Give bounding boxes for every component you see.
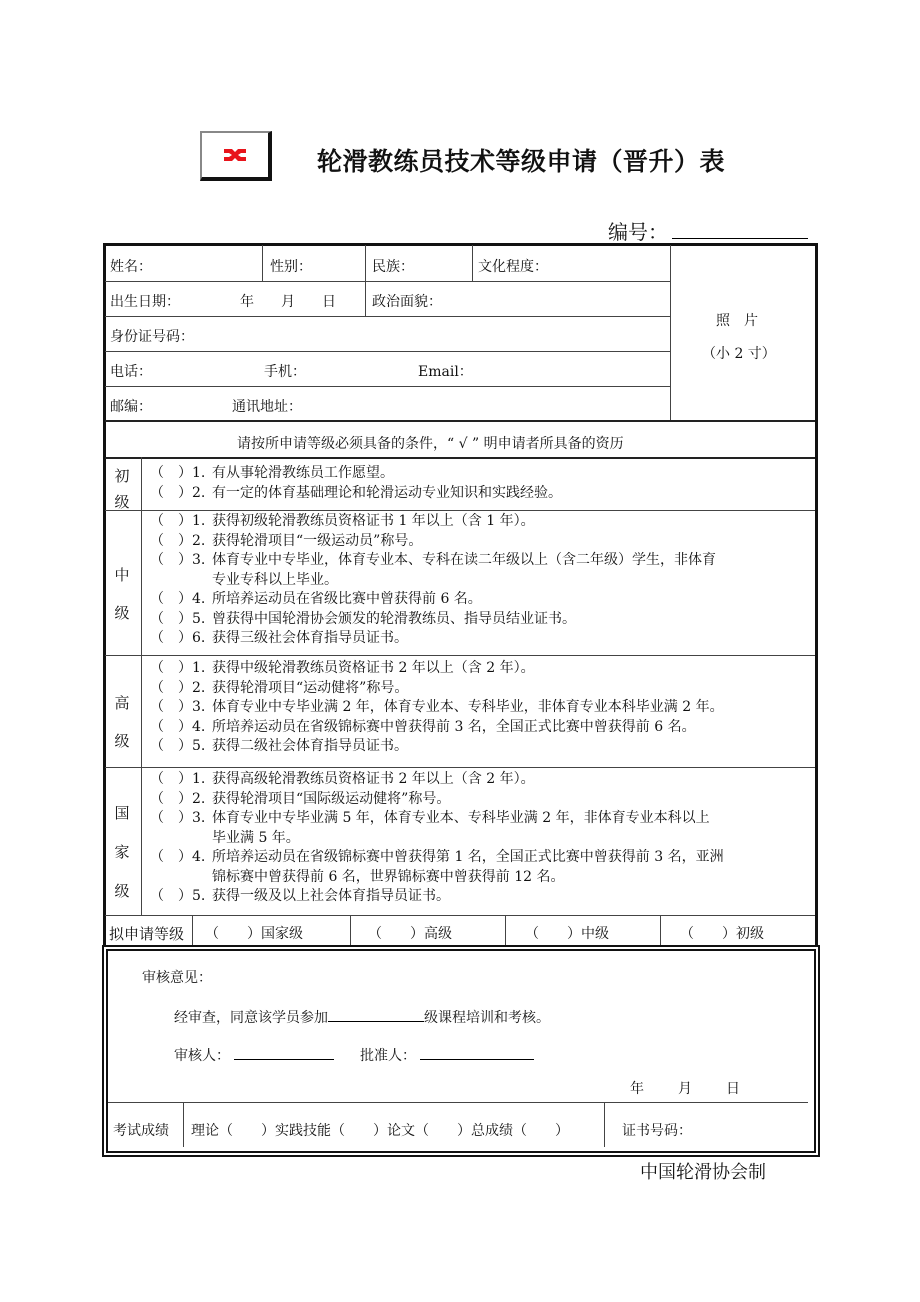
review-approval-line bbox=[174, 1007, 550, 1026]
checkbox-item[interactable]: （ ）2. 获得轮滑项目“国际级运动健将”称号。 bbox=[150, 790, 451, 807]
ethnicity-field[interactable]: 民族： bbox=[372, 259, 414, 275]
apply-option-senior[interactable]: （ ）高级 bbox=[368, 926, 452, 942]
junior-requirements bbox=[150, 464, 562, 503]
instruction-text: 请按所申请等级必须具备的条件，“ √ ” 明申请者所具备的资历 bbox=[237, 436, 624, 452]
birth-year-label: 年 bbox=[240, 294, 254, 310]
apply-option-national[interactable]: （ ）国家级 bbox=[205, 926, 303, 942]
serial-label: 编号： bbox=[608, 220, 668, 244]
footer-issuer: 中国轮滑协会制 bbox=[640, 1162, 766, 1183]
education-field[interactable]: 文化程度： bbox=[478, 259, 548, 275]
checkbox-item[interactable]: （ ）4. 所培养运动员在省级比赛中曾获得前 6 名。 bbox=[150, 591, 482, 607]
checkbox-item[interactable]: （ ）1. 有从事轮滑教练员工作愿望。 bbox=[150, 465, 394, 481]
review-month-label: 月 bbox=[678, 1081, 692, 1097]
name-field[interactable]: 姓名： bbox=[110, 259, 152, 275]
phone-field[interactable]: 电话： bbox=[110, 364, 152, 380]
checkbox-item[interactable]: （ ）6. 获得三级社会体育指导员证书。 bbox=[150, 630, 408, 646]
approver-field[interactable]: 批准人： bbox=[360, 1045, 534, 1064]
postcode-field[interactable]: 邮编： bbox=[110, 399, 152, 415]
checkbox-item[interactable]: （ ）1. 获得初级轮滑教练员资格证书 1 年以上（含 1 年）。 bbox=[150, 513, 535, 529]
birth-day-label: 日 bbox=[322, 294, 336, 310]
checkbox-item[interactable]: （ ）2. 获得轮滑项目“运动健将”称号。 bbox=[150, 679, 409, 696]
address-field[interactable]: 通讯地址： bbox=[232, 399, 302, 415]
page-title: 轮滑教练员技术等级申请（晋升）表 bbox=[317, 147, 726, 176]
birth-month-label: 月 bbox=[281, 294, 295, 310]
review-label: 审核意见： bbox=[142, 970, 212, 986]
photo-size-label: （小 2 寸） bbox=[702, 346, 776, 362]
level-label-senior: 高 级 bbox=[114, 694, 130, 750]
checkbox-item[interactable]: （ ）2. 获得轮滑项目“一级运动员”称号。 bbox=[150, 532, 423, 549]
review-text-post: 级课程培训和考核。 bbox=[424, 1010, 550, 1026]
apply-option-junior[interactable]: （ ）初级 bbox=[680, 926, 764, 942]
national-requirements bbox=[150, 770, 724, 907]
checkbox-item[interactable]: （ ）5. 曾获得中国轮滑协会颁发的轮滑教练员、指导员结业证书。 bbox=[150, 610, 576, 627]
reviewer-field[interactable]: 审核人： bbox=[174, 1045, 334, 1064]
checkbox-item[interactable]: （ ）1. 获得高级轮滑教练员资格证书 2 年以上（含 2 年）。 bbox=[150, 771, 535, 787]
checkbox-item[interactable]: （ ）3. 体育专业中专毕业，体育专业本、专科在读二年级以上（含二年级）学生，非体育 专业专科以上毕业。 bbox=[150, 552, 716, 588]
checkbox-item[interactable]: （ ）3. 体育专业中专毕业满 2 年，体育专业本、专科毕业，非体育专业本科毕业满 2 年。 bbox=[150, 699, 724, 715]
photo-placeholder[interactable]: 照 片 bbox=[716, 313, 758, 329]
checkbox-item[interactable]: （ ）5. 获得二级社会体育指导员证书。 bbox=[150, 738, 408, 754]
level-label-national: 国 家 级 bbox=[114, 804, 130, 900]
id-number-field[interactable]: 身份证号码： bbox=[110, 329, 194, 345]
level-label-intermediate: 中 级 bbox=[114, 566, 130, 622]
logo-icon bbox=[200, 131, 272, 181]
email-field[interactable]: Email： bbox=[418, 364, 473, 380]
exam-scores-fields[interactable]: 理论（ ）实践技能（ ）论文（ ）总成绩（ ） bbox=[191, 1123, 569, 1139]
apply-level-label: 拟申请等级 bbox=[109, 925, 185, 943]
political-status-field[interactable]: 政治面貌： bbox=[372, 294, 442, 310]
checkbox-item[interactable]: （ ）4. 所培养运动员在省级锦标赛中曾获得前 3 名，全国正式比赛中曾获得前 6 名。 bbox=[150, 718, 696, 735]
level-blank-field[interactable] bbox=[328, 1007, 424, 1022]
exam-scores-label: 考试成绩 bbox=[113, 1123, 169, 1139]
senior-requirements bbox=[150, 659, 724, 757]
apply-option-intermediate[interactable]: （ ）中级 bbox=[525, 926, 609, 942]
checkbox-item[interactable]: （ ）5. 获得一级及以上社会体育指导员证书。 bbox=[150, 888, 450, 904]
intermediate-requirements bbox=[150, 512, 716, 649]
checkbox-item[interactable]: （ ）3. 体育专业中专毕业满 5 年，体育专业本、专科毕业满 2 年，非体育专业本科以上 毕业满 5 年。 bbox=[150, 810, 710, 846]
mobile-field[interactable]: 手机： bbox=[264, 364, 306, 380]
checkbox-item[interactable]: （ ）1. 获得中级轮滑教练员资格证书 2 年以上（含 2 年）。 bbox=[150, 660, 535, 676]
review-day-label: 日 bbox=[726, 1081, 740, 1097]
review-year-label: 年 bbox=[630, 1081, 644, 1097]
checkbox-item[interactable]: （ ）4. 所培养运动员在省级锦标赛中曾获得第 1 名，全国正式比赛中曾获得前 3 名，亚洲 锦标赛中曾获得前 6 名，世界锦标赛中曾获得前 12 名。 bbox=[150, 849, 724, 885]
checkbox-item[interactable]: （ ）2. 有一定的体育基础理论和轮滑运动专业知识和实践经验。 bbox=[150, 484, 562, 501]
certificate-number-field[interactable]: 证书号码： bbox=[622, 1123, 692, 1139]
serial-field[interactable] bbox=[672, 238, 808, 239]
level-label-junior: 初 级 bbox=[114, 467, 130, 511]
review-text-pre: 经审查，同意该学员参加 bbox=[174, 1010, 328, 1026]
birth-date-field[interactable]: 出生日期： bbox=[110, 294, 180, 310]
gender-field[interactable]: 性别： bbox=[270, 259, 312, 275]
